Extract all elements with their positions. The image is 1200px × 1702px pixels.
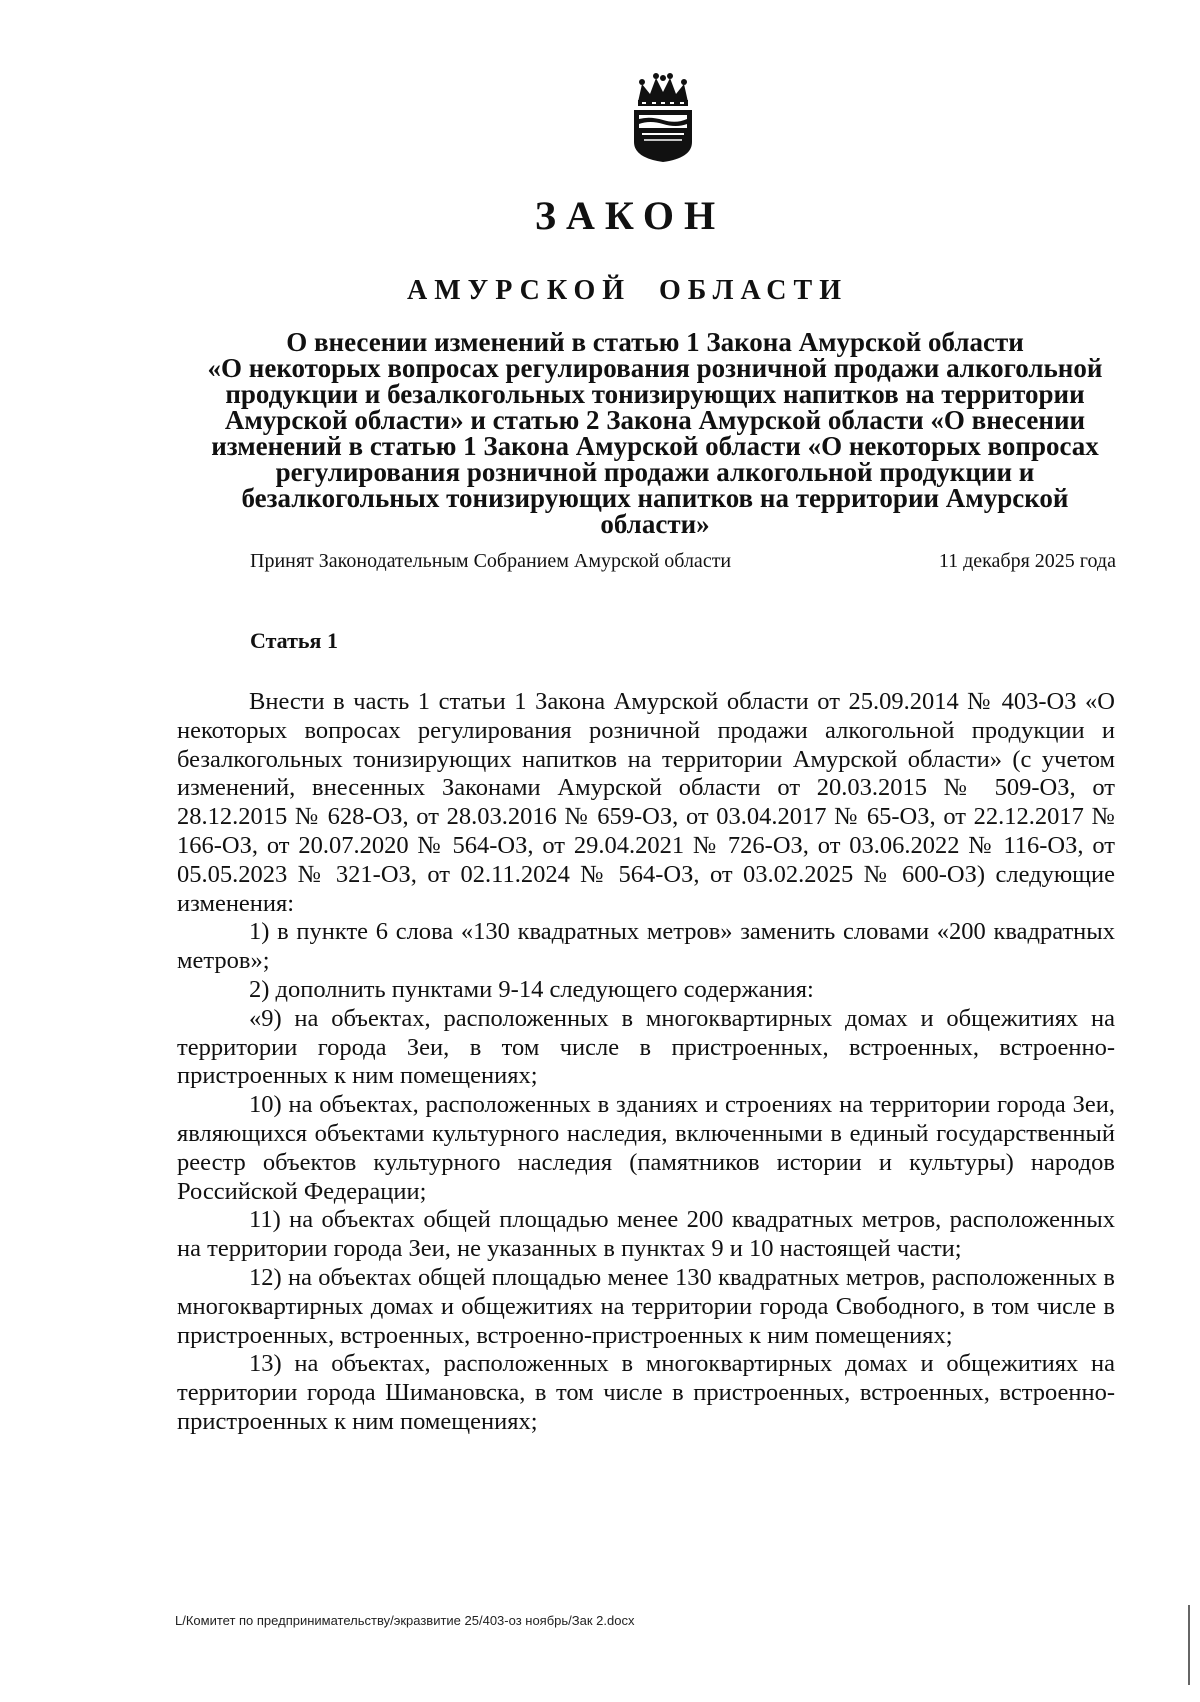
article-paragraph: 10) на объектах, расположенных в зданиях и строениях на территории города Зеи, являющихся объектами культурного наследия, включенными в единый государственный реестр объектов культурного наследия (памятников истории и культуры) народов Российской Федерации; <box>177 1091 1115 1205</box>
document-subtitle: АМУРСКОЙ ОБЛАСТИ <box>407 275 848 306</box>
law-name-line: безалкогольных тонизирующих напитков на территории Амурской <box>241 483 1069 513</box>
article-body <box>177 688 1115 1437</box>
article-paragraph: 2) дополнить пунктами 9-14 следующего содержания: <box>249 975 814 1003</box>
article-paragraph: «9) на объектах, расположенных в многоквартирных домах и общежитиях на территории города Зеи, в том числе в пристроенных, встроенных, встроенно-пристроенных к ним помещениях; <box>177 1004 1115 1090</box>
coat-of-arms-icon <box>630 72 696 164</box>
article-paragraph: 12) на объектах общей площадью менее 130 квадратных метров, расположенных в многоквартирных домах и общежитиях на территории города Свободного, в том числе в пристроенных, встроенных, встроенно-пристроенных к ним помещениях; <box>177 1263 1115 1349</box>
article-paragraph: Внести в часть 1 статьи 1 Закона Амурской области от 25.09.2014 № 403-ОЗ «О некоторых вопросах регулирования розничной продажи алкогольной продукции и безалкогольных тонизирующих напитков на территории Амурской области» (с учетом изменений, внесенных Законами Амурской области от 20.03.2015 № 509-ОЗ, от 28.12.2015 № 628-ОЗ, от 28.03.2016 № 659-ОЗ, от 03.04.2017 № 65-ОЗ, от 22.12.2017 № 166-ОЗ, от 20.07.2020 № 564-ОЗ, от 29.04.2021 № 726-ОЗ, от 03.06.2022 № 116-ОЗ, от 05.05.2023 № 321-ОЗ, от 02.11.2024 № 564-ОЗ, от 03.02.2025 № 600-ОЗ) следующие изменения: <box>177 688 1115 917</box>
law-name-line: продукции и безалкогольных тонизирующих напитков на территории <box>225 379 1085 409</box>
document-title: ЗАКОН <box>534 193 726 238</box>
adoption-date: 11 декабря 2025 года <box>938 550 1116 572</box>
scan-edge-mark <box>1188 1605 1190 1685</box>
law-name-line: регулирования розничной продажи алкогольной продукции и <box>275 457 1035 487</box>
adopted-by: Принят Законодательным Собранием Амурской области <box>250 550 732 572</box>
law-name-line: «О некоторых вопросах регулирования розничной продажи алкогольной <box>207 353 1103 383</box>
law-name <box>175 329 1135 537</box>
law-name-line: О внесении изменений в статью 1 Закона Амурской области <box>286 327 1024 357</box>
law-name-line: области» <box>600 509 710 539</box>
article-heading: Статья 1 <box>250 628 338 653</box>
article-paragraph: 1) в пункте 6 слова «130 квадратных метров» заменить словами «200 квадратных метров»; <box>177 918 1115 975</box>
law-name-line: Амурской области» и статью 2 Закона Амурской области «О внесении <box>224 405 1086 435</box>
footer-file-path: L/Комитет по предпринимательству/экразвитие 25/403-оз ноябрь/Зак 2.docx <box>175 1613 635 1628</box>
article-paragraph: 11) на объектах общей площадью менее 200 квадратных метров, расположенных на территории города Зеи, не указанных в пунктах 9 и 10 настоящей части; <box>177 1206 1115 1263</box>
law-name-line: изменений в статью 1 Закона Амурской области «О некоторых вопросах <box>211 431 1099 461</box>
article-paragraph: 13) на объектах, расположенных в многоквартирных домах и общежитиях на территории города Шимановска, в том числе в пристроенных, встроенных, встроенно-пристроенных к ним помещениях; <box>177 1350 1115 1435</box>
